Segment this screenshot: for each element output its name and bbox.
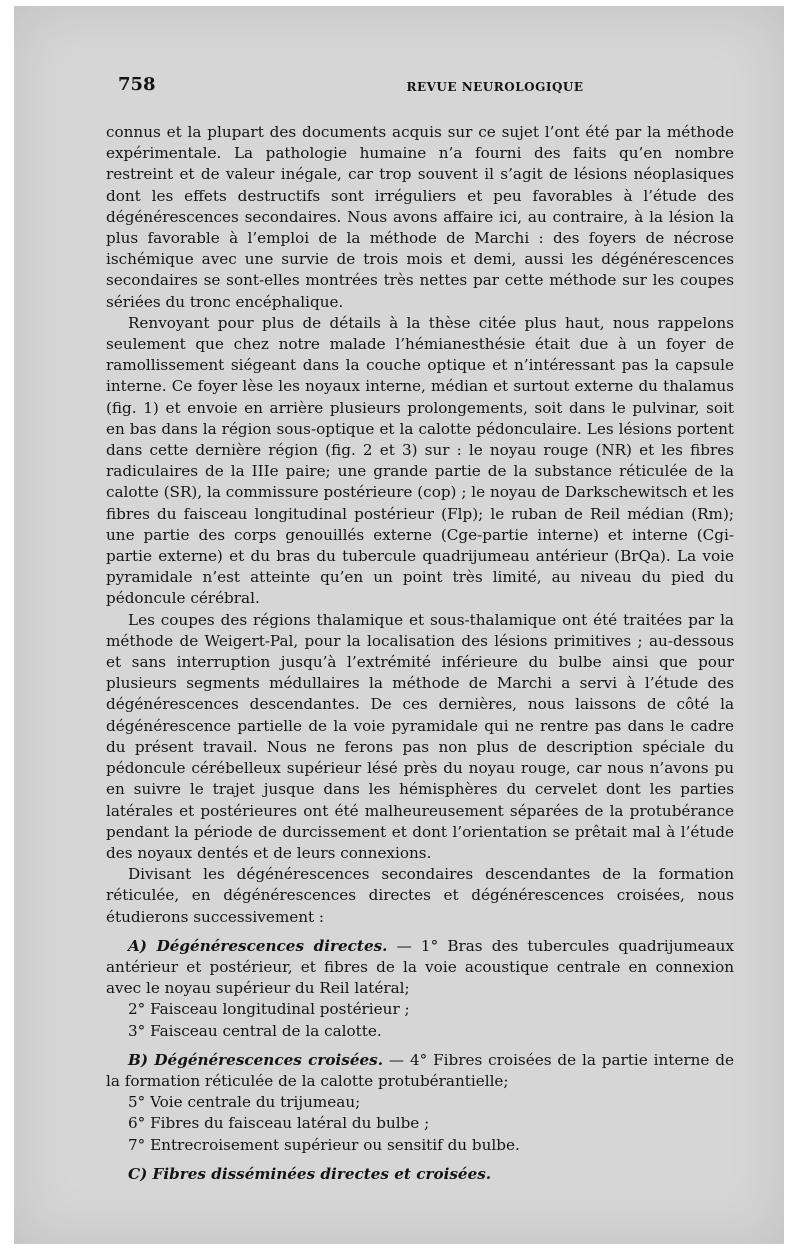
section-b-item-5: 5° Voie centrale du trijumeau; bbox=[128, 1093, 361, 1112]
scanned-page bbox=[14, 6, 784, 1244]
section-b bbox=[106, 1050, 734, 1092]
section-c bbox=[106, 1164, 734, 1185]
section-b-item-6: 6° Fibres du faisceau latéral du bulbe ; bbox=[128, 1114, 430, 1133]
section-b-label: B) Dégénérescences croisées. bbox=[128, 1050, 384, 1069]
section-b-item-7: 7° Entrecroisement supérieur ou sensitif du bulbe. bbox=[128, 1135, 520, 1154]
section-a-item-2: 2° Faisceau longitudinal postérieur ; bbox=[128, 1000, 410, 1019]
section-a bbox=[106, 936, 734, 1000]
journal-title: REVUE NEUROLOGIQUE bbox=[406, 80, 584, 94]
paragraph-4: Divisant les dégénérescences secondaires descendantes de la formation réticulée, en dégénérescences directes et dégénérescences croisées, nous étudierons successivement : bbox=[106, 865, 734, 926]
section-c-label: C) Fibres disséminées directes et croisées. bbox=[128, 1164, 492, 1183]
section-b-text: — 4° Fibres croisées de la partie interne de la formation réticulée de la calotte protubérantielle; bbox=[106, 1050, 734, 1090]
paragraph-2: Renvoyant pour plus de détails à la thèse citée plus haut, nous rappelons seulement que chez notre malade l’hémianesthésie était due à un foyer de ramollissement siégeant dans la couche optique et n’intéressant pas la capsule interne. Ce foyer lèse les noyaux interne, médian et surtout externe du thalamus (fig. 1) et envoie en arrière plusieurs prolongements, soit dans le pulvinar, soit en bas dans la région sous-optique et la calotte pédonculaire. Les lésions portent dans cette dernière région (fig. 2 et 3) sur : le noyau rouge (NR) et les fibres radiculaires de la IIIe paire; une grande partie de la substance réticulée de la calotte (SR), la commissure postérieure (cop) ; le noyau de Darkschewitsch et les fibres du faisceau longitudinal postérieur (Flp); le ruban de Reil médian (Rm); une partie des corps genouillés externe (Cge-partie interne) et interne (Cgi-partie externe) et du bras du tubercule quadrijumeau antérieur (BrQa). La voie pyramidale n’est atteinte qu’en un point très limité, au niveau du pied du pédoncule cérébral. bbox=[106, 313, 734, 608]
page-number: 758 bbox=[118, 74, 156, 95]
paragraph-1: connus et la plupart des documents acquis sur ce sujet l’ont été par la méthode expérimentale. La pathologie humaine n’a fourni des faits qu’en nombre restreint et de valeur inégale, car trop souvent il s’agit de lésions néoplasiques dont les effets destructifs sont irréguliers et peu favorables à l’étude des dégénérescences secondaires. Nous avons affaire ici, au contraire, à la lésion la plus favorable à l’emploi de la méthode de Marchi : des foyers de nécrose ischémique avec une survie de trois mois et demi, aussi les dégénérescences secondaires se sont-elles montrées très nettes par cette méthode sur les coupes sériées du tronc encéphalique. bbox=[106, 123, 734, 311]
section-a-text: — 1° Bras des tubercules quadrijumeaux antérieur et postérieur, et fibres de la voie acoustique centrale en connexion avec le noyau supérieur du Reil latéral; bbox=[106, 936, 734, 998]
paragraph-3: Les coupes des régions thalamique et sous-thalamique ont été traitées par la méthode de Weigert-Pal, pour la localisation des lésions primitives ; au-dessous et sans interruption jusqu’à l’extrémité inférieure du bulbe ainsi que pour plusieurs segments médullaires la méthode de Marchi a servi à l’étude des dégénérescences descendantes. De ces dernières, nous laissons de côté la dégénérescence partielle de la voie pyramidale qui ne rentre pas dans le cadre du présent travail. Nous ne ferons pas non plus de description spéciale du pédoncule cérébelleux supérieur lésé près du noyau rouge, car nous n’avons pu en suivre le trajet jusque dans les hémisphères du cervelet dont les parties latérales et postérieures ont été malheureusement séparées de la protubérance pendant la période de durcissement et dont l’orientation se prêtait mal à l’étude des noyaux dentés et de leurs connexions. bbox=[106, 610, 734, 862]
section-a-item-3: 3° Faisceau central de la calotte. bbox=[128, 1021, 382, 1040]
running-head bbox=[106, 74, 734, 96]
page-content bbox=[106, 74, 734, 1185]
section-a-label: A) Dégénérescences directes. bbox=[128, 936, 388, 955]
